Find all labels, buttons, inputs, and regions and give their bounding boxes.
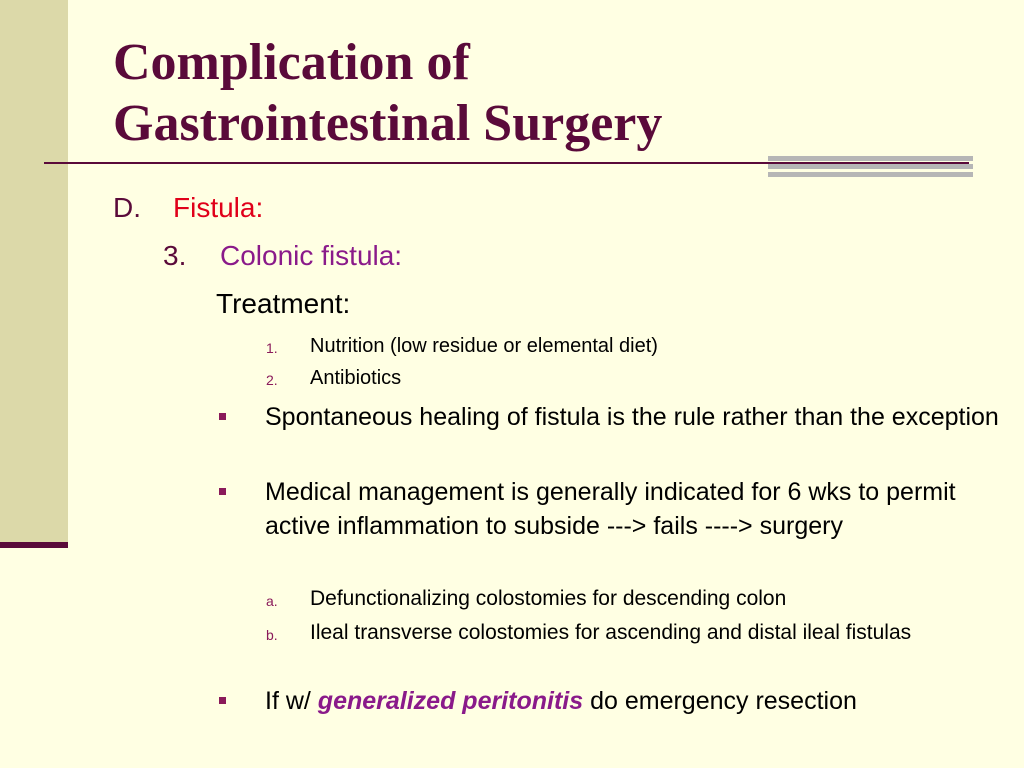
sub-list-text: Defunctionalizing colostomies for descending colon [310, 587, 787, 610]
emphasis-text: generalized peritonitis [317, 687, 584, 715]
numbered-item-marker: 1. [266, 340, 278, 356]
section-label: Fistula: [173, 192, 264, 223]
bullet-text [265, 684, 1015, 718]
left-decorative-bar [0, 0, 68, 545]
numbered-item-text: Nutrition (low residue or elemental diet) [310, 335, 658, 357]
left-bar-accent [0, 542, 68, 548]
subsection-marker: 3. [163, 240, 187, 271]
section-marker: D. [113, 192, 141, 223]
bullet-text: Medical management is generally indicated for 6 wks to permit active inflammation to subside ---> fails ----> surgery [265, 478, 956, 540]
square-bullet-icon [219, 413, 226, 420]
numbered-item-text: Antibiotics [310, 367, 402, 389]
sub-list-marker: a. [266, 593, 278, 609]
bullet-suffix: do emergency resection [583, 687, 857, 715]
sub-list-text: Ileal transverse colostomies for ascending and distal ileal fistulas [310, 621, 912, 644]
title-decorative-stripes [768, 156, 973, 180]
sub-list-marker: b. [266, 627, 278, 643]
bullet-text: Spontaneous healing of fistula is the rule rather than the exception [265, 403, 999, 431]
square-bullet-icon [219, 697, 226, 704]
bullet-prefix: If w/ [265, 687, 318, 715]
square-bullet-icon [219, 488, 226, 495]
subsection-label: Colonic fistula: [220, 240, 403, 271]
title-line-2: Gastrointestinal Surgery [113, 95, 663, 152]
treatment-heading: Treatment: [216, 288, 351, 319]
title-line-1: Complication of [113, 34, 470, 91]
slide-title [113, 32, 913, 154]
numbered-item-marker: 2. [266, 372, 278, 388]
